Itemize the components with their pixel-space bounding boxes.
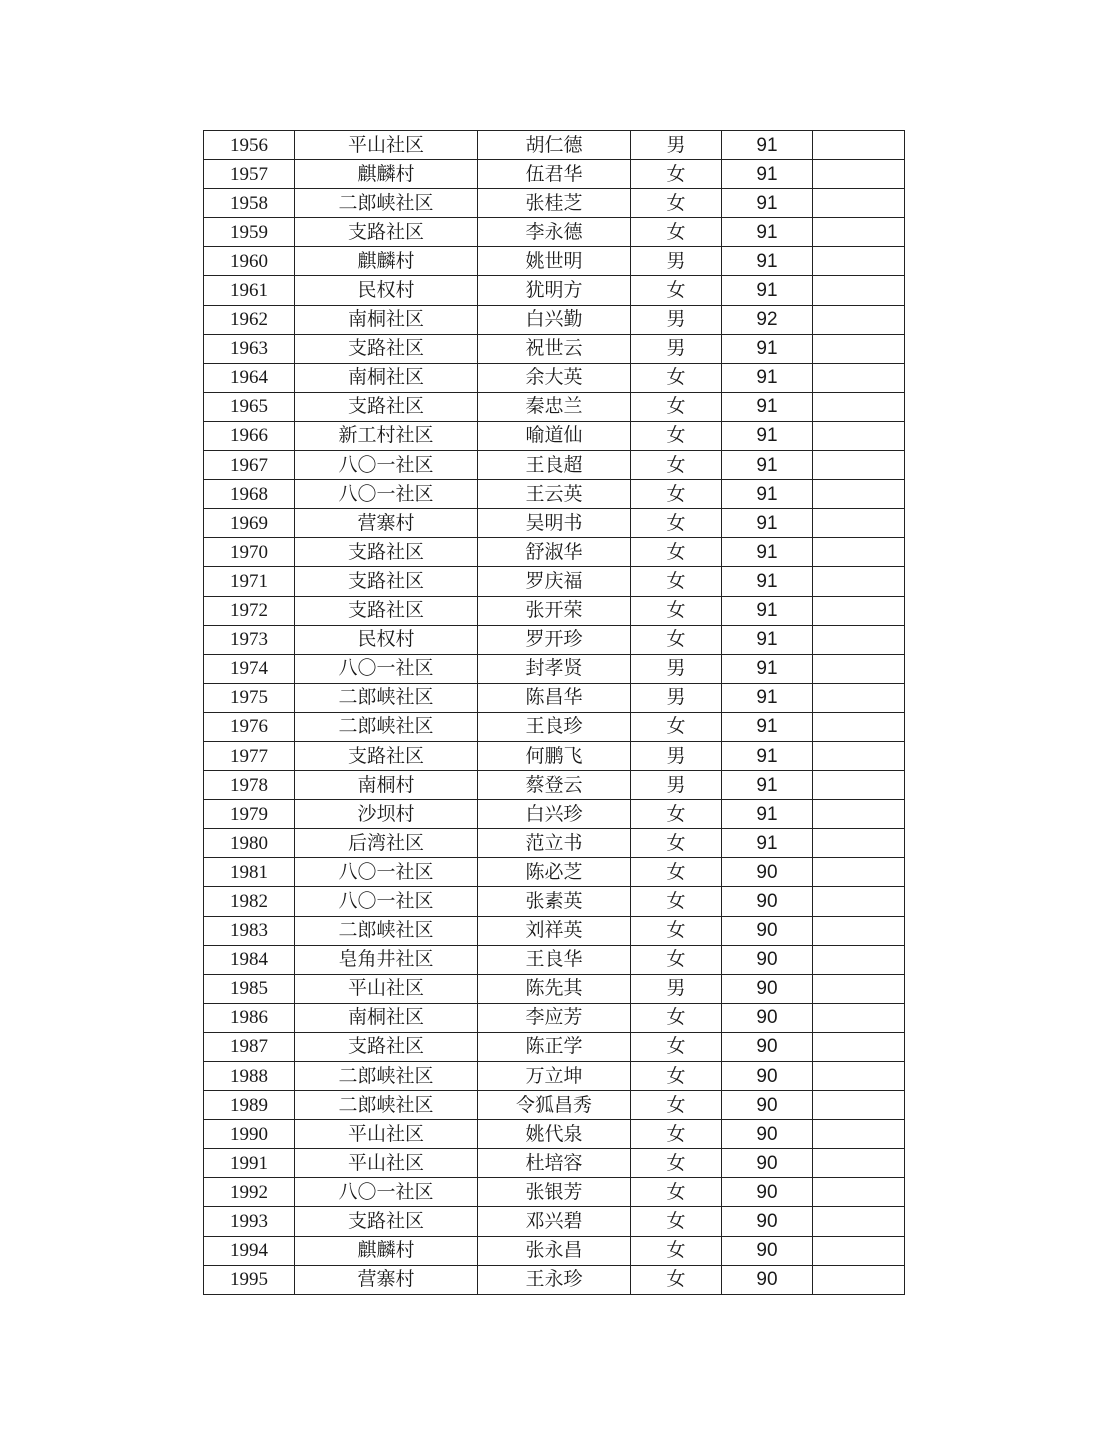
age-cell: 90 (722, 1062, 813, 1091)
gender-cell: 女 (631, 189, 722, 218)
table-row (204, 1091, 905, 1120)
serial-number-cell: 1971 (204, 567, 295, 596)
table-row (204, 916, 905, 945)
serial-number-cell: 1982 (204, 887, 295, 916)
community-cell: 二郎峡社区 (295, 712, 478, 741)
gender-cell: 女 (631, 1120, 722, 1149)
community-cell: 南桐社区 (295, 363, 478, 392)
community-cell: 八〇一社区 (295, 480, 478, 509)
community-cell: 麒麟村 (295, 247, 478, 276)
person-name-cell: 李永德 (478, 218, 631, 247)
remark-cell (813, 276, 905, 305)
table-row (204, 334, 905, 363)
table-row (204, 247, 905, 276)
gender-cell: 女 (631, 1207, 722, 1236)
community-cell: 平山社区 (295, 974, 478, 1003)
table-row (204, 974, 905, 1003)
table-row (204, 771, 905, 800)
gender-cell: 女 (631, 538, 722, 567)
gender-cell: 女 (631, 451, 722, 480)
serial-number-cell: 1978 (204, 771, 295, 800)
remark-cell (813, 974, 905, 1003)
community-cell: 二郎峡社区 (295, 1091, 478, 1120)
age-cell: 90 (722, 945, 813, 974)
community-cell: 二郎峡社区 (295, 916, 478, 945)
gender-cell: 男 (631, 247, 722, 276)
remark-cell (813, 800, 905, 829)
gender-cell: 女 (631, 945, 722, 974)
remark-cell (813, 1062, 905, 1091)
table-row (204, 451, 905, 480)
serial-number-cell: 1962 (204, 305, 295, 334)
person-name-cell: 蔡登云 (478, 771, 631, 800)
person-name-cell: 余大英 (478, 363, 631, 392)
community-cell: 沙坝村 (295, 800, 478, 829)
age-cell: 91 (722, 218, 813, 247)
person-name-cell: 王云英 (478, 480, 631, 509)
table-row (204, 829, 905, 858)
gender-cell: 女 (631, 480, 722, 509)
table-row (204, 800, 905, 829)
remark-cell (813, 683, 905, 712)
table-row (204, 276, 905, 305)
person-name-cell: 王永珍 (478, 1265, 631, 1294)
community-cell: 平山社区 (295, 1149, 478, 1178)
serial-number-cell: 1958 (204, 189, 295, 218)
serial-number-cell: 1975 (204, 683, 295, 712)
community-cell: 平山社区 (295, 131, 478, 160)
community-cell: 二郎峡社区 (295, 683, 478, 712)
gender-cell: 女 (631, 276, 722, 305)
age-cell: 91 (722, 392, 813, 421)
remark-cell (813, 131, 905, 160)
table-row (204, 1178, 905, 1207)
serial-number-cell: 1985 (204, 974, 295, 1003)
table-row (204, 1062, 905, 1091)
age-cell: 90 (722, 1265, 813, 1294)
table-row (204, 160, 905, 189)
age-cell: 91 (722, 596, 813, 625)
gender-cell: 男 (631, 131, 722, 160)
remark-cell (813, 421, 905, 450)
community-cell: 支路社区 (295, 567, 478, 596)
table-row (204, 945, 905, 974)
gender-cell: 女 (631, 1032, 722, 1061)
serial-number-cell: 1977 (204, 741, 295, 770)
person-name-cell: 罗庆福 (478, 567, 631, 596)
age-cell: 91 (722, 829, 813, 858)
table-row (204, 567, 905, 596)
remark-cell (813, 247, 905, 276)
community-cell: 二郎峡社区 (295, 189, 478, 218)
serial-number-cell: 1967 (204, 451, 295, 480)
person-name-cell: 王良珍 (478, 712, 631, 741)
serial-number-cell: 1959 (204, 218, 295, 247)
person-name-cell: 张永昌 (478, 1236, 631, 1265)
serial-number-cell: 1994 (204, 1236, 295, 1265)
gender-cell: 男 (631, 654, 722, 683)
remark-cell (813, 451, 905, 480)
table-row (204, 596, 905, 625)
age-cell: 91 (722, 160, 813, 189)
table-row (204, 1265, 905, 1294)
table-row (204, 858, 905, 887)
community-cell: 平山社区 (295, 1120, 478, 1149)
remark-cell (813, 1003, 905, 1032)
person-name-cell: 姚世明 (478, 247, 631, 276)
table-row (204, 392, 905, 421)
serial-number-cell: 1990 (204, 1120, 295, 1149)
age-cell: 91 (722, 480, 813, 509)
gender-cell: 女 (631, 625, 722, 654)
community-cell: 八〇一社区 (295, 451, 478, 480)
table-row (204, 480, 905, 509)
community-cell: 营寨村 (295, 509, 478, 538)
gender-cell: 女 (631, 509, 722, 538)
gender-cell: 男 (631, 305, 722, 334)
person-name-cell: 陈必芝 (478, 858, 631, 887)
gender-cell: 女 (631, 596, 722, 625)
person-name-cell: 吴明书 (478, 509, 631, 538)
table-row (204, 1003, 905, 1032)
serial-number-cell: 1983 (204, 916, 295, 945)
person-name-cell: 伍君华 (478, 160, 631, 189)
table-row (204, 1120, 905, 1149)
gender-cell: 女 (631, 421, 722, 450)
community-cell: 南桐村 (295, 771, 478, 800)
community-cell: 八〇一社区 (295, 1178, 478, 1207)
gender-cell: 女 (631, 567, 722, 596)
table-row (204, 189, 905, 218)
table-row (204, 305, 905, 334)
serial-number-cell: 1987 (204, 1032, 295, 1061)
remark-cell (813, 480, 905, 509)
remark-cell (813, 654, 905, 683)
serial-number-cell: 1970 (204, 538, 295, 567)
age-cell: 90 (722, 1178, 813, 1207)
gender-cell: 女 (631, 392, 722, 421)
table-row (204, 1032, 905, 1061)
person-name-cell: 刘祥英 (478, 916, 631, 945)
table-row (204, 1236, 905, 1265)
remark-cell (813, 305, 905, 334)
serial-number-cell: 1981 (204, 858, 295, 887)
age-cell: 91 (722, 712, 813, 741)
gender-cell: 女 (631, 712, 722, 741)
gender-cell: 女 (631, 1236, 722, 1265)
gender-cell: 女 (631, 363, 722, 392)
serial-number-cell: 1993 (204, 1207, 295, 1236)
serial-number-cell: 1963 (204, 334, 295, 363)
serial-number-cell: 1974 (204, 654, 295, 683)
table-row (204, 1149, 905, 1178)
gender-cell: 女 (631, 916, 722, 945)
person-name-cell: 陈昌华 (478, 683, 631, 712)
age-cell: 90 (722, 1003, 813, 1032)
remark-cell (813, 538, 905, 567)
remark-cell (813, 509, 905, 538)
community-cell: 皂角井社区 (295, 945, 478, 974)
age-cell: 91 (722, 741, 813, 770)
table-row (204, 509, 905, 538)
person-name-cell: 白兴珍 (478, 800, 631, 829)
remark-cell (813, 887, 905, 916)
person-name-cell: 何鹏飞 (478, 741, 631, 770)
age-cell: 90 (722, 887, 813, 916)
person-name-cell: 张银芳 (478, 1178, 631, 1207)
remark-cell (813, 625, 905, 654)
age-cell: 91 (722, 451, 813, 480)
community-cell: 民权村 (295, 625, 478, 654)
remark-cell (813, 1236, 905, 1265)
age-cell: 90 (722, 1032, 813, 1061)
serial-number-cell: 1976 (204, 712, 295, 741)
community-cell: 八〇一社区 (295, 654, 478, 683)
remark-cell (813, 945, 905, 974)
community-cell: 支路社区 (295, 538, 478, 567)
community-cell: 麒麟村 (295, 160, 478, 189)
gender-cell: 女 (631, 1149, 722, 1178)
age-cell: 91 (722, 131, 813, 160)
gender-cell: 男 (631, 974, 722, 1003)
gender-cell: 女 (631, 1091, 722, 1120)
person-name-cell: 白兴勤 (478, 305, 631, 334)
community-cell: 南桐社区 (295, 305, 478, 334)
remark-cell (813, 1149, 905, 1178)
community-cell: 支路社区 (295, 334, 478, 363)
person-name-cell: 陈先其 (478, 974, 631, 1003)
gender-cell: 女 (631, 1062, 722, 1091)
community-cell: 八〇一社区 (295, 858, 478, 887)
serial-number-cell: 1957 (204, 160, 295, 189)
age-cell: 90 (722, 1120, 813, 1149)
community-cell: 支路社区 (295, 1207, 478, 1236)
serial-number-cell: 1966 (204, 421, 295, 450)
serial-number-cell: 1972 (204, 596, 295, 625)
table-row (204, 654, 905, 683)
age-cell: 91 (722, 771, 813, 800)
age-cell: 90 (722, 1236, 813, 1265)
person-name-cell: 陈正学 (478, 1032, 631, 1061)
serial-number-cell: 1956 (204, 131, 295, 160)
serial-number-cell: 1960 (204, 247, 295, 276)
age-cell: 91 (722, 509, 813, 538)
roster-table-body (204, 131, 905, 1295)
serial-number-cell: 1964 (204, 363, 295, 392)
table-row (204, 421, 905, 450)
gender-cell: 女 (631, 1003, 722, 1032)
community-cell: 麒麟村 (295, 1236, 478, 1265)
person-name-cell: 杜培容 (478, 1149, 631, 1178)
serial-number-cell: 1969 (204, 509, 295, 538)
age-cell: 91 (722, 247, 813, 276)
gender-cell: 女 (631, 829, 722, 858)
community-cell: 支路社区 (295, 741, 478, 770)
age-cell: 91 (722, 625, 813, 654)
age-cell: 90 (722, 916, 813, 945)
remark-cell (813, 160, 905, 189)
remark-cell (813, 916, 905, 945)
community-cell: 二郎峡社区 (295, 1062, 478, 1091)
community-cell: 营寨村 (295, 1265, 478, 1294)
remark-cell (813, 392, 905, 421)
serial-number-cell: 1992 (204, 1178, 295, 1207)
table-row (204, 218, 905, 247)
serial-number-cell: 1988 (204, 1062, 295, 1091)
gender-cell: 男 (631, 771, 722, 800)
age-cell: 91 (722, 800, 813, 829)
serial-number-cell: 1979 (204, 800, 295, 829)
age-cell: 90 (722, 1149, 813, 1178)
table-row (204, 741, 905, 770)
gender-cell: 女 (631, 1178, 722, 1207)
community-cell: 八〇一社区 (295, 887, 478, 916)
serial-number-cell: 1965 (204, 392, 295, 421)
person-name-cell: 邓兴碧 (478, 1207, 631, 1236)
community-cell: 支路社区 (295, 1032, 478, 1061)
age-cell: 91 (722, 363, 813, 392)
age-cell: 91 (722, 567, 813, 596)
gender-cell: 男 (631, 334, 722, 363)
table-row (204, 1207, 905, 1236)
age-cell: 91 (722, 421, 813, 450)
person-name-cell: 令狐昌秀 (478, 1091, 631, 1120)
community-cell: 民权村 (295, 276, 478, 305)
serial-number-cell: 1961 (204, 276, 295, 305)
remark-cell (813, 741, 905, 770)
person-name-cell: 犹明方 (478, 276, 631, 305)
age-cell: 91 (722, 654, 813, 683)
person-name-cell: 秦忠兰 (478, 392, 631, 421)
table-row (204, 363, 905, 392)
gender-cell: 女 (631, 218, 722, 247)
remark-cell (813, 712, 905, 741)
serial-number-cell: 1973 (204, 625, 295, 654)
community-cell: 后湾社区 (295, 829, 478, 858)
person-name-cell: 舒淑华 (478, 538, 631, 567)
age-cell: 90 (722, 1207, 813, 1236)
remark-cell (813, 218, 905, 247)
gender-cell: 女 (631, 160, 722, 189)
person-name-cell: 万立坤 (478, 1062, 631, 1091)
remark-cell (813, 596, 905, 625)
age-cell: 90 (722, 974, 813, 1003)
age-cell: 91 (722, 189, 813, 218)
remark-cell (813, 771, 905, 800)
age-cell: 92 (722, 305, 813, 334)
person-name-cell: 范立书 (478, 829, 631, 858)
person-name-cell: 罗开珍 (478, 625, 631, 654)
remark-cell (813, 334, 905, 363)
community-cell: 支路社区 (295, 392, 478, 421)
serial-number-cell: 1986 (204, 1003, 295, 1032)
community-cell: 新工村社区 (295, 421, 478, 450)
table-row (204, 538, 905, 567)
person-name-cell: 喻道仙 (478, 421, 631, 450)
person-name-cell: 李应芳 (478, 1003, 631, 1032)
serial-number-cell: 1968 (204, 480, 295, 509)
gender-cell: 女 (631, 887, 722, 916)
remark-cell (813, 1178, 905, 1207)
remark-cell (813, 189, 905, 218)
table-row (204, 712, 905, 741)
table-row (204, 625, 905, 654)
remark-cell (813, 1032, 905, 1061)
table-row (204, 683, 905, 712)
person-name-cell: 王良华 (478, 945, 631, 974)
age-cell: 91 (722, 334, 813, 363)
age-cell: 91 (722, 538, 813, 567)
remark-cell (813, 363, 905, 392)
gender-cell: 男 (631, 683, 722, 712)
age-cell: 90 (722, 1091, 813, 1120)
remark-cell (813, 1091, 905, 1120)
person-name-cell: 封孝贤 (478, 654, 631, 683)
remark-cell (813, 1265, 905, 1294)
gender-cell: 女 (631, 1265, 722, 1294)
table-row (204, 887, 905, 916)
serial-number-cell: 1995 (204, 1265, 295, 1294)
person-name-cell: 祝世云 (478, 334, 631, 363)
person-name-cell: 张桂芝 (478, 189, 631, 218)
community-cell: 南桐社区 (295, 1003, 478, 1032)
gender-cell: 男 (631, 741, 722, 770)
serial-number-cell: 1989 (204, 1091, 295, 1120)
age-cell: 90 (722, 858, 813, 887)
person-name-cell: 张素英 (478, 887, 631, 916)
remark-cell (813, 858, 905, 887)
person-name-cell: 胡仁德 (478, 131, 631, 160)
remark-cell (813, 1120, 905, 1149)
remark-cell (813, 1207, 905, 1236)
age-cell: 91 (722, 276, 813, 305)
age-cell: 91 (722, 683, 813, 712)
person-name-cell: 王良超 (478, 451, 631, 480)
community-cell: 支路社区 (295, 596, 478, 625)
remark-cell (813, 567, 905, 596)
elderly-roster-table (203, 130, 905, 1295)
remark-cell (813, 829, 905, 858)
gender-cell: 女 (631, 858, 722, 887)
gender-cell: 女 (631, 800, 722, 829)
person-name-cell: 张开荣 (478, 596, 631, 625)
serial-number-cell: 1991 (204, 1149, 295, 1178)
person-name-cell: 姚代泉 (478, 1120, 631, 1149)
table-row (204, 131, 905, 160)
community-cell: 支路社区 (295, 218, 478, 247)
serial-number-cell: 1984 (204, 945, 295, 974)
serial-number-cell: 1980 (204, 829, 295, 858)
